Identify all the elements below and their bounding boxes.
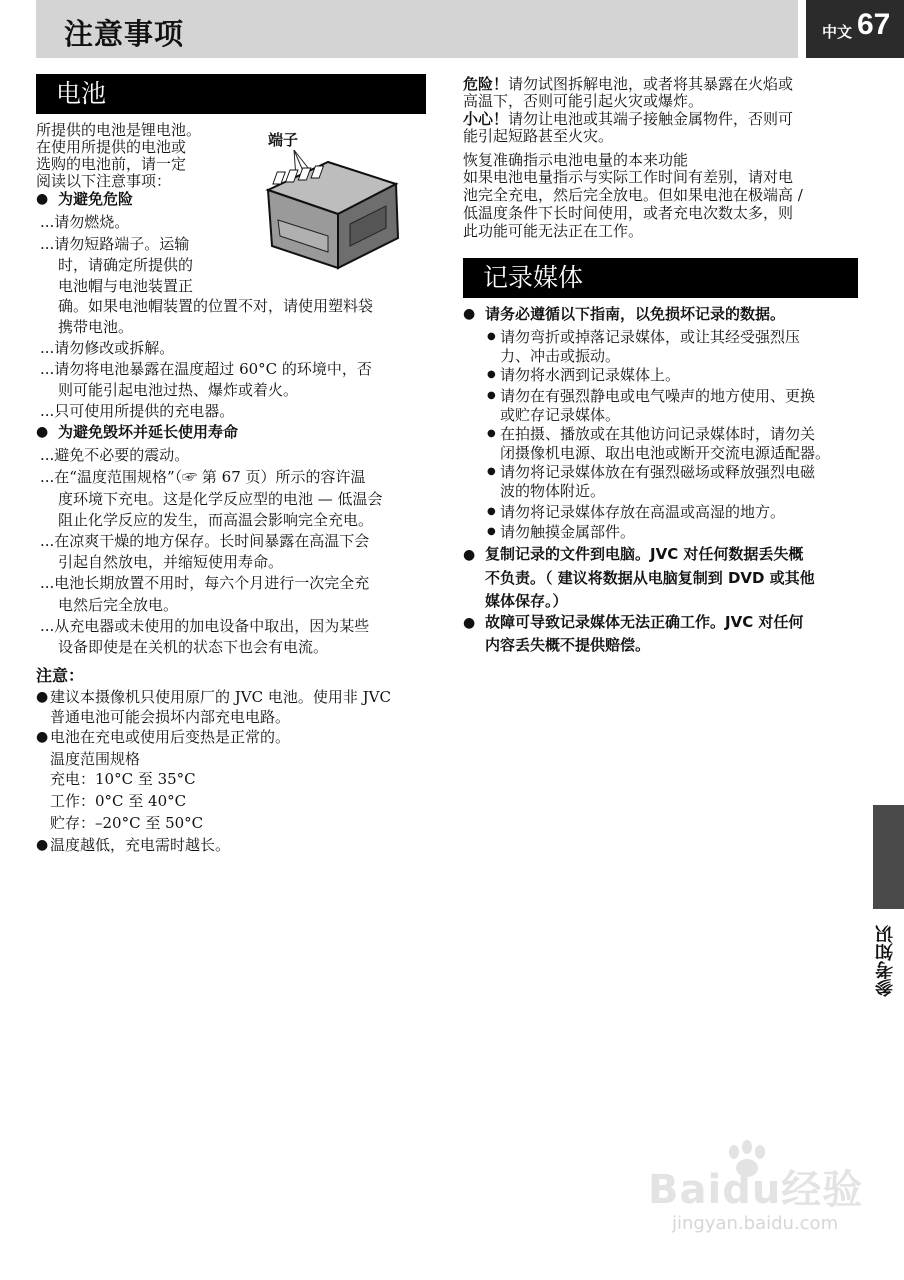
media-sub-item: 闭摄像机电源、取出电池或断开交流电源适配器。	[500, 444, 831, 462]
bullet-dot: ●	[36, 191, 49, 207]
sub-bullet: ●	[487, 506, 496, 517]
life-item: ...电池长期放置不用时，每六个月进行一次完全充	[40, 574, 370, 592]
life-item: 阻止化学反应的发生，而高温会影响完全充电。	[58, 511, 374, 529]
restore-text: 如果电池电量指示与实际工作时间有差别，请对电	[463, 168, 794, 186]
side-tab-block	[873, 805, 904, 909]
temp-range-title: 温度范围规格	[50, 750, 141, 768]
caution-label: 小心！	[463, 110, 509, 128]
restore-title: 恢复准确指示电池电量的本来功能	[463, 151, 689, 169]
note-text: 建议本摄像机只使用原厂的 JVC 电池。使用非 JVC	[50, 688, 391, 706]
danger-title: 为避免危险	[58, 190, 134, 208]
note-text: 温度越低，充电需时越长。	[50, 836, 231, 854]
life-item: ...在“温度范围规格”（☞ 第 67 页）所示的容许温	[40, 468, 366, 486]
danger-item: 电池帽与电池装置正	[58, 277, 194, 295]
life-item: 设备即使是在关机的状态下也会有电流。	[58, 638, 329, 656]
sub-bullet: ●	[487, 369, 496, 380]
sub-bullet: ●	[487, 390, 496, 401]
battery-intro-4: 阅读以下注意事项：	[36, 172, 172, 190]
bullet-dot: ●	[36, 729, 49, 745]
temp-storage: 贮存：–20°C 至 50°C	[50, 814, 204, 832]
bullet-dot: ●	[463, 547, 476, 563]
battery-intro-2: 在使用所提供的电池或	[36, 138, 187, 156]
watermark-url: jingyan.baidu.com	[672, 1213, 839, 1234]
sub-bullet: ●	[487, 331, 496, 342]
media-failure-note: 故障可导致记录媒体无法正确工作。JVC 对任何	[485, 613, 804, 631]
life-item: 引起自然放电，并缩短使用寿命。	[58, 553, 284, 571]
page-title: 注意事项	[64, 17, 185, 51]
danger-item: ...请勿短路端子。运输	[40, 235, 190, 253]
danger-text: 高温下，否则可能引起火灾或爆炸。	[463, 92, 704, 110]
life-item: 度环境下充电。这是化学反应型的电池 — 低温会	[58, 490, 383, 508]
side-tab-label: 参考知识	[875, 925, 896, 997]
temp-operate: 工作：0°C 至 40°C	[50, 792, 187, 810]
danger-item: ...请勿将电池暴露在温度超过 60°C 的环境中，否	[40, 360, 372, 378]
media-guideline: 请务必遵循以下指南，以免损坏记录的数据。	[485, 305, 786, 323]
danger-item: ...请勿修改或拆解。	[40, 339, 175, 357]
temp-charge: 充电：10°C 至 35°C	[50, 770, 196, 788]
sub-bullet: ●	[487, 428, 496, 439]
bullet-dot: ●	[463, 615, 476, 631]
media-copy-note: 复制记录的文件到电脑。JVC 对任何数据丢失概	[485, 545, 804, 563]
notes-title: 注意：	[36, 666, 85, 685]
bullet-dot: ●	[463, 306, 476, 322]
media-sub-item: 请勿弯折或掉落记录媒体，或让其经受强烈压	[500, 328, 801, 346]
media-sub-item: 请勿将记录媒体放在有强烈磁场或释放强烈电磁	[500, 463, 816, 481]
page-number: 67	[857, 8, 891, 41]
battery-heading: 电池	[36, 74, 426, 114]
life-item: ...在凉爽干燥的地方保存。长时间暴露在高温下会	[40, 532, 370, 550]
danger-item: 则可能引起电池过热、爆炸或着火。	[58, 381, 299, 399]
life-item: ...避免不必要的震动。	[40, 446, 190, 464]
sub-bullet: ●	[487, 526, 496, 537]
bullet-dot: ●	[36, 689, 49, 705]
media-copy-note: 不负责。（ 建议将数据从电脑复制到 DVD 或其他	[485, 569, 815, 587]
life-title: 为避免毁坏并延长使用寿命	[58, 423, 239, 441]
bullet-dot: ●	[36, 837, 49, 853]
media-heading: 记录媒体	[463, 258, 858, 298]
watermark-logo: Baidu经验	[648, 1167, 864, 1213]
sub-bullet: ●	[487, 466, 496, 477]
restore-text: 此功能可能无法正在工作。	[463, 222, 644, 240]
terminal-label: 端子	[268, 131, 299, 149]
media-sub-item: 力、冲击或振动。	[500, 347, 621, 365]
media-sub-item: 请勿触摸金属部件。	[500, 523, 636, 541]
danger-item: 确。如果电池帽装置的位置不对，请使用塑料袋	[58, 297, 374, 315]
danger-item: ...请勿燃烧。	[40, 213, 130, 231]
media-sub-item: 或贮存记录媒体。	[500, 406, 621, 424]
life-item: 电然后完全放电。	[58, 596, 179, 614]
note-text: 普通电池可能会损坏内部充电电路。	[50, 708, 291, 726]
media-failure-note: 内容丢失概不提供赔偿。	[485, 636, 651, 654]
battery-illustration	[258, 148, 408, 276]
media-sub-item: 请勿在有强烈静电或电气噪声的地方使用、更换	[500, 387, 816, 405]
battery-intro-1: 所提供的电池是锂电池。	[36, 121, 202, 139]
danger-item: 时，请确定所提供的	[58, 256, 194, 274]
restore-text: 低温度条件下长时间使用，或者充电次数太多，则	[463, 204, 794, 222]
danger-text: 请勿试图拆解电池，或者将其暴露在火焰或	[508, 75, 794, 93]
battery-intro-3: 选购的电池前，请一定	[36, 155, 187, 173]
caution-text: 能引起短路甚至火灾。	[463, 127, 614, 145]
media-copy-note: 媒体保存。）	[485, 592, 568, 610]
media-sub-item: 请勿将水洒到记录媒体上。	[500, 366, 681, 384]
note-text: 电池在充电或使用后变热是正常的。	[50, 728, 291, 746]
danger-item: ...只可使用所提供的充电器。	[40, 402, 235, 420]
media-sub-item: 波的物体附近。	[500, 482, 606, 500]
media-sub-item: 请勿将记录媒体存放在高温或高湿的地方。	[500, 503, 786, 521]
language-label: 中文	[822, 23, 853, 41]
restore-text: 池完全充电，然后完全放电。但如果电池在极端高 /	[463, 186, 803, 204]
life-item: ...从充电器或未使用的加电设备中取出，因为某些	[40, 617, 370, 635]
danger-item: 携带电池。	[58, 318, 134, 336]
bullet-dot: ●	[36, 424, 49, 440]
danger-label: 危险！	[463, 75, 509, 93]
media-sub-item: 在拍摄、播放或在其他访问记录媒体时，请勿关	[500, 425, 816, 443]
caution-text: 请勿让电池或其端子接触金属物件，否则可	[508, 110, 794, 128]
